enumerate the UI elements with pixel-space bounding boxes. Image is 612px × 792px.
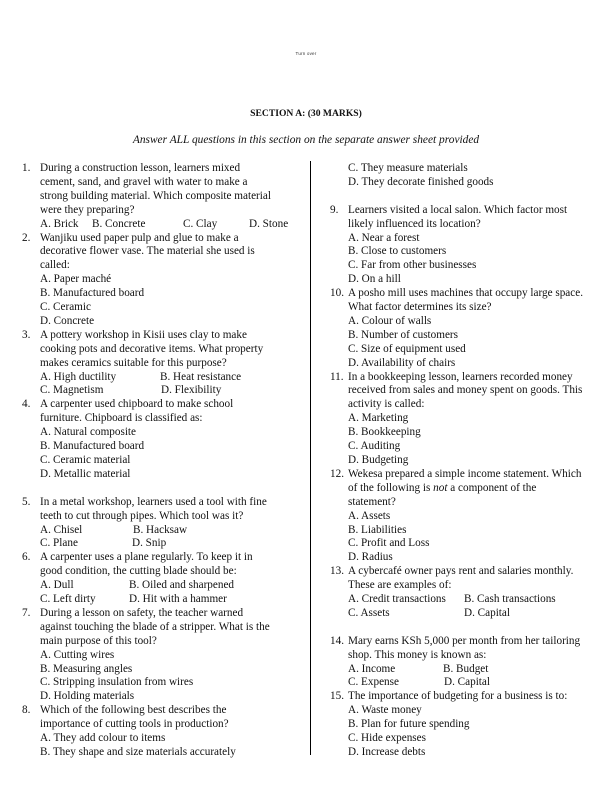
question-stem-line: In a metal workshop, learners used a tool with fine xyxy=(40,495,267,508)
option-b: B. They shape and size materials accurately xyxy=(40,745,236,758)
question-stem-line: were they preparing? xyxy=(40,203,135,216)
question-11 xyxy=(330,371,612,468)
options-row xyxy=(348,663,612,677)
options-row xyxy=(40,524,302,538)
question-number: 7. xyxy=(22,606,31,619)
option-d: D. They decorate finished goods xyxy=(348,175,494,188)
option-d: D. Capital xyxy=(464,606,510,619)
question-stem-line: In a bookkeeping lesson, learners recorded money xyxy=(348,370,573,383)
question-stem-line: likely influenced its location? xyxy=(348,217,481,230)
option-a: A. Credit transactions xyxy=(348,593,446,606)
section-title: SECTION A: (30 MARKS) xyxy=(250,108,362,119)
option-d: D. Budgeting xyxy=(348,454,409,467)
option-b: B. Concrete xyxy=(92,217,146,230)
option-d: D. Availability of chairs xyxy=(348,356,456,369)
question-number: 1. xyxy=(22,162,31,174)
question-2 xyxy=(22,232,302,329)
option-a: A. Dull xyxy=(40,579,74,592)
options-row xyxy=(348,607,612,621)
question-stem-line: main purpose of this tool? xyxy=(40,634,157,647)
option-b: B. Bookkeeping xyxy=(348,426,421,439)
option-c: C. Expense xyxy=(348,676,399,689)
option-c: C. Size of equipment used xyxy=(348,342,466,355)
option-a: A. Paper maché xyxy=(40,273,112,286)
option-d: D. Holding materials xyxy=(40,690,135,703)
option-d: D. Capital xyxy=(444,676,490,689)
question-number: 6. xyxy=(22,551,31,564)
options-row xyxy=(40,371,302,385)
question-13 xyxy=(330,565,612,621)
question-stem-line: These are examples of: xyxy=(348,579,452,592)
question-14 xyxy=(330,635,612,691)
question-stem-line: good condition, the cutting blade should be: xyxy=(40,565,237,578)
option-b: B. Plan for future spending xyxy=(348,718,470,731)
question-8-continued xyxy=(330,162,612,190)
option-a: A. Near a forest xyxy=(348,231,420,244)
spacer xyxy=(330,621,612,635)
option-c: C. Left dirty xyxy=(40,592,96,605)
question-number: 4. xyxy=(22,398,31,411)
options-row xyxy=(40,384,302,398)
option-a: A. Waste money xyxy=(348,704,422,717)
option-c: C. Assets xyxy=(348,606,390,619)
option-b: B. Heat resistance xyxy=(160,370,242,383)
option-d: D. Metallic material xyxy=(40,467,131,480)
option-c: C. They measure materials xyxy=(348,162,468,174)
question-5 xyxy=(22,496,302,552)
option-c: C. Hide expenses xyxy=(348,732,426,745)
option-c: C. Auditing xyxy=(348,440,401,453)
question-stem-line: importance of cutting tools in production? xyxy=(40,718,229,731)
option-c: C. Plane xyxy=(40,537,78,550)
option-b: B. Budget xyxy=(443,662,489,675)
option-a: A. Chisel xyxy=(40,523,83,536)
question-6 xyxy=(22,551,302,607)
option-b: B. Liabilities xyxy=(348,523,407,536)
spacer xyxy=(22,482,302,496)
question-stem-line: Wekesa prepared a simple income statement. Which xyxy=(348,467,582,480)
question-number: 13. xyxy=(330,565,344,578)
options-row xyxy=(348,593,612,607)
question-stem-line: strong building material. Which composite material xyxy=(40,189,271,202)
question-stem-line: During a construction lesson, learners mixed xyxy=(40,162,241,174)
options-row xyxy=(40,537,302,551)
question-stem-line: decorative flower vase. The material she used is xyxy=(40,245,255,258)
question-stem-line: Learners visited a local salon. Which factor most xyxy=(348,203,568,216)
option-c: C. Far from other businesses xyxy=(348,259,477,272)
question-stem-line: furniture. Chipboard is classified as: xyxy=(40,412,203,425)
section-instruction: Answer ALL questions in this section on the separate answer sheet provided xyxy=(132,134,480,146)
stem-text: of the following is xyxy=(348,481,434,494)
question-stem-line: cement, sand, and gravel with water to make a xyxy=(40,175,248,188)
question-stem-line: activity is called: xyxy=(348,398,425,411)
question-15 xyxy=(330,690,612,760)
question-stem-line: shop. This money is known as: xyxy=(348,648,487,661)
question-10 xyxy=(330,287,612,370)
question-stem-line: teeth to cut through pipes. Which tool was it? xyxy=(40,509,244,522)
question-stem-line: against touching the blade of a stripper. What is the xyxy=(40,620,270,633)
option-a: A. They add colour to items xyxy=(40,732,166,745)
question-12 xyxy=(330,468,612,565)
option-b: B. Oiled and sharpened xyxy=(129,579,235,592)
question-stem-line: called: xyxy=(40,259,70,272)
option-b: B. Manufactured board xyxy=(40,287,145,300)
question-number: 5. xyxy=(22,495,31,508)
options-row xyxy=(40,218,302,232)
option-b: B. Cash transactions xyxy=(464,593,556,606)
question-number: 11. xyxy=(330,370,344,383)
option-d: D. Snip xyxy=(132,537,167,550)
question-stem-line: statement? xyxy=(348,495,396,508)
question-stem-line: A carpenter used chipboard to make school xyxy=(40,398,234,411)
column-divider xyxy=(310,161,311,755)
option-d: D. Concrete xyxy=(40,314,95,327)
option-c: C. Stripping insulation from wires xyxy=(40,676,194,689)
question-stem-line: cooking pots and decorative items. What property xyxy=(40,342,264,355)
option-a: A. High ductility xyxy=(40,370,117,383)
option-c: C. Clay xyxy=(183,217,218,230)
question-stem-line: Which of the following best describes the xyxy=(40,704,227,717)
spacer xyxy=(330,190,612,204)
option-c: C. Ceramic material xyxy=(40,453,131,466)
question-stem-line: A posho mill uses machines that occupy large space. xyxy=(348,287,583,300)
question-number: 3. xyxy=(22,328,31,341)
question-9 xyxy=(330,204,612,287)
stem-text: a component of the xyxy=(447,481,537,494)
right-column xyxy=(330,162,612,760)
option-d: D. Increase debts xyxy=(348,745,426,758)
question-stem-line: A cybercafé owner pays rent and salaries monthly. xyxy=(348,565,574,578)
option-a: A. Brick xyxy=(40,217,79,230)
option-a: A. Marketing xyxy=(348,412,409,425)
question-stem-line: received from sales and money spent on goods. This xyxy=(348,384,583,397)
question-3 xyxy=(22,329,302,399)
options-row xyxy=(348,676,612,690)
question-number: 2. xyxy=(22,231,31,244)
question-stem-line: makes ceramics suitable for this purpose? xyxy=(40,356,227,369)
option-a: A. Colour of walls xyxy=(348,314,432,327)
question-stem-line xyxy=(348,482,612,496)
question-number: 12. xyxy=(330,467,344,480)
option-b: B. Hacksaw xyxy=(133,523,188,536)
question-stem-line: What factor determines its size? xyxy=(348,301,492,314)
option-d: D. Radius xyxy=(348,551,393,564)
question-number: 10. xyxy=(330,287,344,300)
options-row xyxy=(40,593,302,607)
question-number: 15. xyxy=(330,690,344,703)
option-b: B. Number of customers xyxy=(348,328,458,341)
question-7 xyxy=(22,607,302,704)
option-d: D. On a hill xyxy=(348,273,401,286)
option-c: C. Magnetism xyxy=(40,384,104,397)
option-a: A. Assets xyxy=(348,509,391,522)
option-a: A. Natural composite xyxy=(40,426,137,439)
question-stem-line: A carpenter uses a plane regularly. To keep it in xyxy=(40,551,253,564)
question-number: 14. xyxy=(330,634,344,647)
option-b: B. Manufactured board xyxy=(40,440,145,453)
question-1 xyxy=(22,162,302,232)
question-stem-line: During a lesson on safety, the teacher warned xyxy=(40,606,244,619)
question-8 xyxy=(22,704,302,760)
question-number: 8. xyxy=(22,704,31,717)
option-b: B. Measuring angles xyxy=(40,662,133,675)
option-c: C. Ceramic xyxy=(40,301,91,314)
option-c: C. Profit and Loss xyxy=(348,537,430,550)
option-b: B. Close to customers xyxy=(348,245,447,258)
option-d: D. Flexibility xyxy=(161,384,222,397)
stem-emphasis: not xyxy=(433,481,448,494)
question-stem-line: A pottery workshop in Kisii uses clay to make xyxy=(40,328,247,341)
option-d: D. Hit with a hammer xyxy=(129,592,227,605)
question-number: 9. xyxy=(330,203,339,216)
page-header-mark: Turn over xyxy=(295,51,317,56)
left-column xyxy=(22,162,302,760)
question-stem-line: Wanjiku used paper pulp and glue to make a xyxy=(40,231,239,244)
options-row xyxy=(40,579,302,593)
option-a: A. Cutting wires xyxy=(40,648,115,661)
option-d: D. Stone xyxy=(249,217,289,230)
question-stem-line: Mary earns KSh 5,000 per month from her tailoring xyxy=(348,634,581,647)
question-stem-line: The importance of budgeting for a business is to: xyxy=(348,690,568,703)
question-4 xyxy=(22,398,302,481)
option-a: A. Income xyxy=(348,662,396,675)
